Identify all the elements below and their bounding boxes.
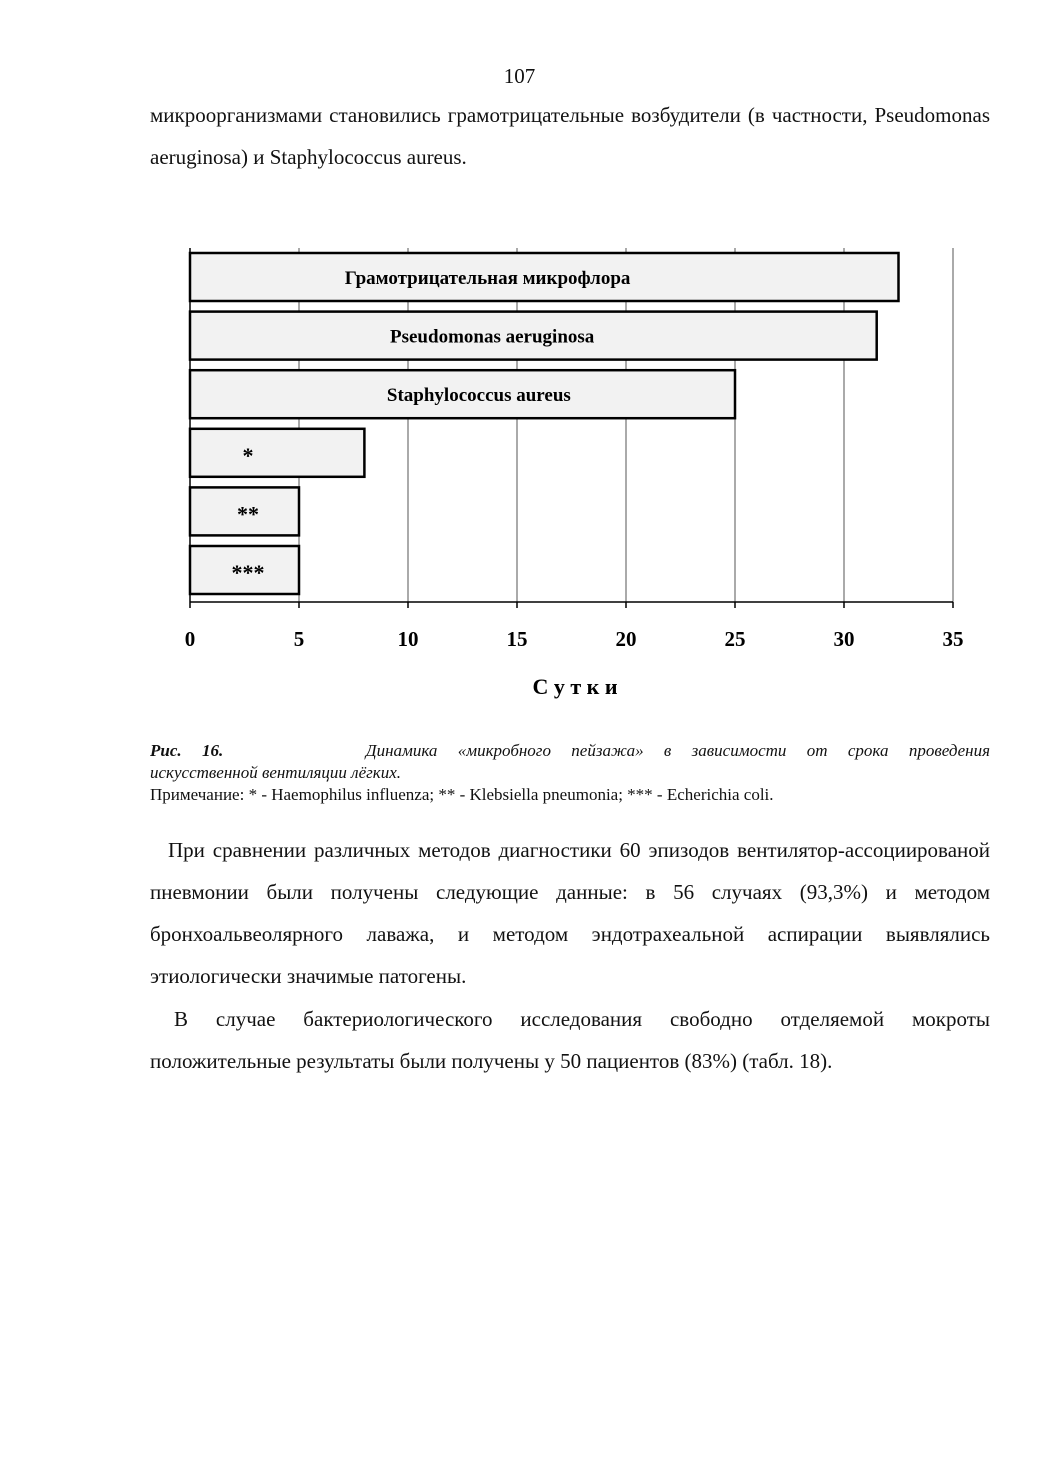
x-tick-label: 20 <box>615 627 637 651</box>
bar-label: ** <box>237 501 259 527</box>
caption-note: Примечание: * - Haemophilus influenza; ** - Klebsiella pneumonia; *** - Echerichia coli. <box>150 785 774 804</box>
bar-label: Pseudomonas aeruginosa <box>390 326 595 348</box>
x-tick-label: 30 <box>833 627 855 651</box>
x-tick-label: 15 <box>506 627 528 651</box>
figure-caption <box>150 740 990 806</box>
x-tick-label: 35 <box>942 627 964 651</box>
paragraph-sputum: В случае бактериологического исследования свободно отделяемой мокроты положительные результаты были получены у 50 пациентов (83%) (табл. 18). <box>150 1007 990 1073</box>
bar-label: Грамотрицательная микрофлора <box>344 268 631 289</box>
x-tick-label: 0 <box>184 627 196 651</box>
x-tick-label: 25 <box>724 627 746 651</box>
paragraph-intro: микроорганизмами становились грамотрицательные возбудители (в частности, Pseudomonas aeruginosa) и Staphylococcus aureus. <box>150 103 990 169</box>
caption-text-2: искусственной вентиляции лёгких. <box>150 763 401 782</box>
x-tick-label: 10 <box>397 627 419 651</box>
chart-bars <box>190 253 899 594</box>
caption-text-1: Динамика «микробного пейзажа» в зависимости от срока проведения <box>365 741 991 760</box>
page-number: 107 <box>503 64 536 88</box>
bar <box>190 429 364 477</box>
figure-label: Рис. 16. <box>150 741 224 760</box>
bar-chart <box>0 0 1039 720</box>
x-axis-label: С у т к и <box>532 674 618 699</box>
paragraph-comparison: При сравнении различных методов диагностики 60 эпизодов вентилятор-ассоциированой пневмонии были получены следующие данные: в 56 случаях (93,3%) и методом бронхоальвеолярного лаважа, и методом эндотрахеальной аспирации выявлялись этиологически значимые патогены. <box>150 838 990 988</box>
bar-label: *** <box>231 560 265 585</box>
caption-line-1 <box>150 740 990 762</box>
x-tick-label: 5 <box>293 627 305 651</box>
chart-tick-labels <box>185 627 964 651</box>
bar-label: * <box>242 442 254 468</box>
bar-label: Staphylococcus aureus <box>386 385 571 407</box>
